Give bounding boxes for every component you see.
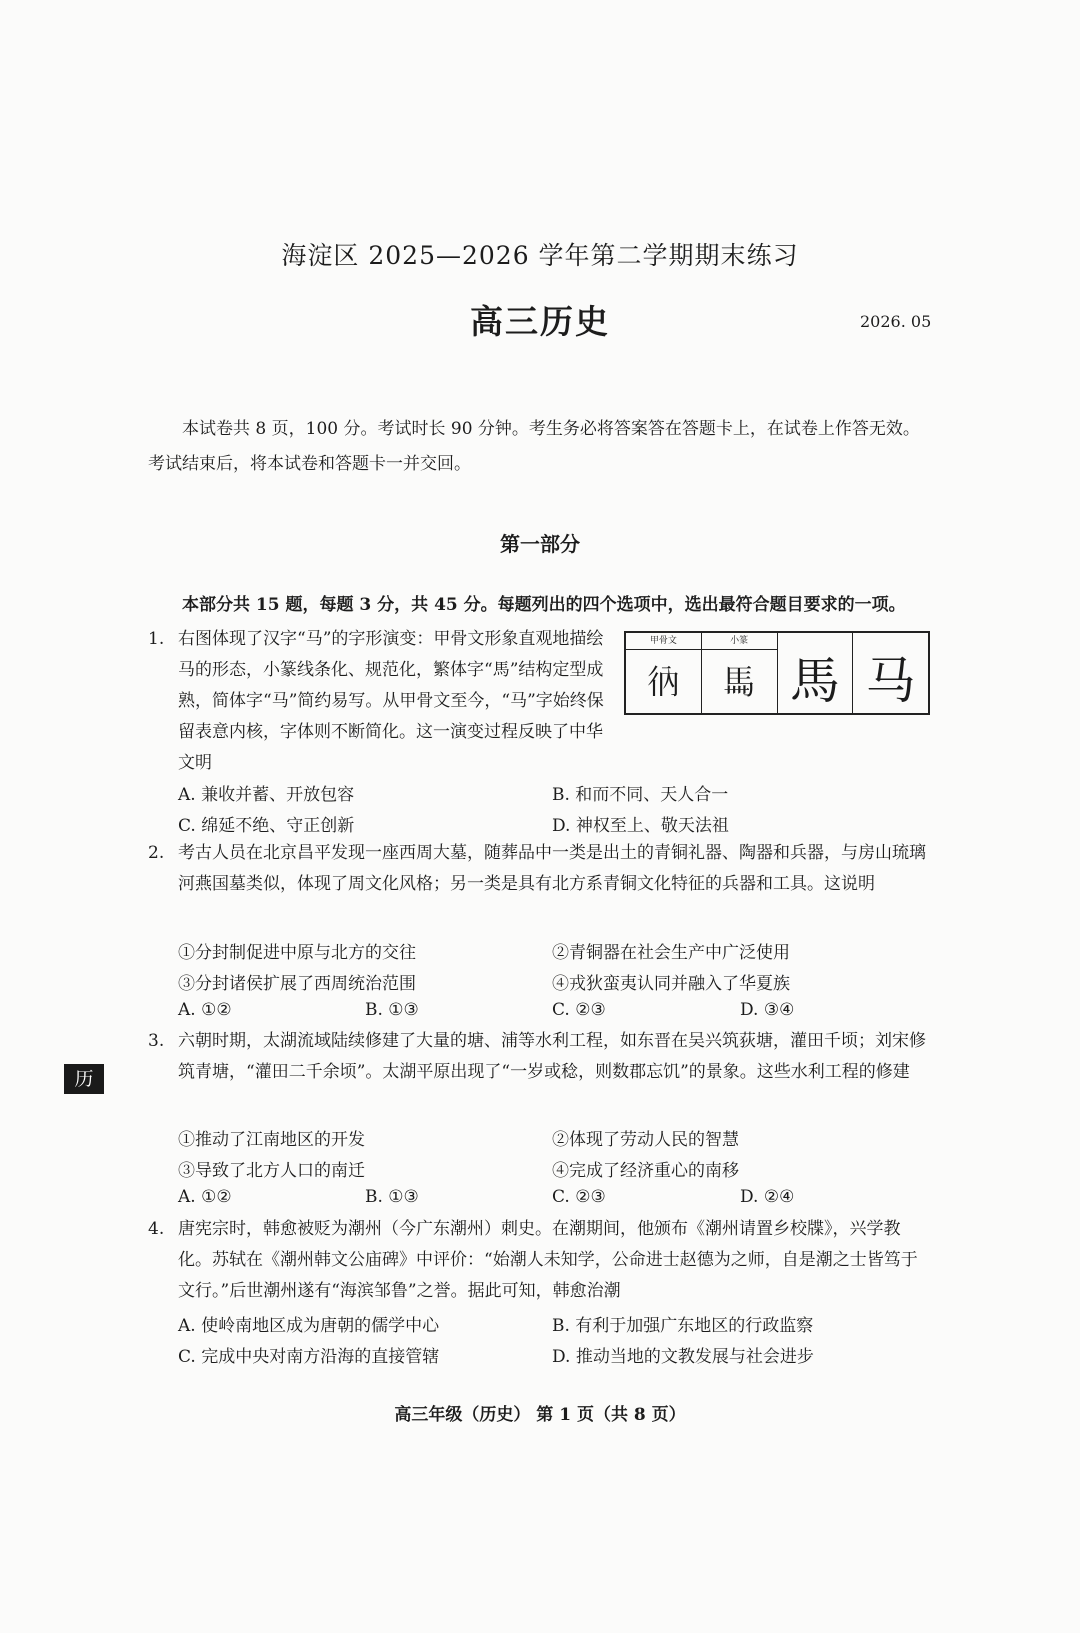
option-a: A. 兼收并蓄、开放包容	[178, 785, 355, 805]
statement-4: ④完成了经济重心的南移	[552, 1161, 739, 1181]
option-d: D. ②④	[740, 1187, 795, 1207]
subject-side-tag: 历	[64, 1064, 104, 1094]
traditional-glyph: 馬	[789, 652, 840, 710]
option-b: B. ①③	[365, 1000, 419, 1020]
statement-3: ③分封诸侯扩展了西周统治范围	[178, 974, 416, 994]
option-c: C. 完成中央对南方沿海的直接管辖	[178, 1347, 440, 1367]
statement-4: ④戎狄蛮夷认同并融入了华夏族	[552, 974, 790, 994]
question-number: 4.	[148, 1219, 165, 1239]
option-b: B. ①③	[365, 1187, 419, 1207]
subject-title: 高三历史	[470, 302, 610, 341]
statement-1: ①推动了江南地区的开发	[178, 1130, 365, 1150]
statement-1: ①分封制促进中原与北方的交往	[178, 943, 416, 963]
small-seal-cell	[702, 633, 778, 713]
exam-instructions: 本试卷共 8 页，100 分。考试时长 90 分钟。考生务必将答案答在答题卡上，在试卷上作答无效。考试结束后，将本试卷和答题卡一并交回。	[148, 419, 920, 474]
statement-3: ③导致了北方人口的南迁	[178, 1161, 365, 1181]
question-1	[148, 624, 610, 779]
question-number: 2.	[148, 843, 165, 863]
question-stem: 考古人员在北京昌平发现一座西周大墓，随葬品中一类是出土的青铜礼器、陶器和兵器，与房山琉璃河燕国墓类似，体现了周文化风格；另一类是具有北方系青铜文化特征的兵器和工具。这说明	[178, 843, 926, 894]
option-d: D. ③④	[740, 1000, 795, 1020]
option-b: B. 和而不同、天人合一	[552, 785, 729, 805]
question-4	[148, 1214, 930, 1307]
statement-2: ②青铜器在社会生产中广泛使用	[552, 943, 790, 963]
part-title: 第一部分	[500, 532, 580, 556]
option-a: A. ①②	[178, 1000, 232, 1020]
char-label: 小篆	[702, 633, 777, 650]
exam-date: 2026. 05	[860, 312, 932, 331]
oracle-bone-cell	[626, 633, 702, 713]
question-number: 1.	[148, 629, 165, 649]
question-stem: 六朝时期，太湖流域陆续修建了大量的塘、浦等水利工程，如东晋在吴兴筑荻塘，灌田千顷；刘宋修筑青塘，“灌田二千余顷”。太湖平原出现了“一岁或稔，则数郡忘饥”的景象。这些水利工程的修建	[178, 1031, 926, 1082]
traditional-cell	[778, 633, 854, 713]
statement-2: ②体现了劳动人民的智慧	[552, 1130, 739, 1150]
option-c: C. ②③	[552, 1187, 606, 1207]
exam-title: 海淀区 2025—2026 学年第二学期期末练习	[281, 241, 799, 270]
option-b: B. 有利于加强广东地区的行政监察	[552, 1316, 814, 1336]
option-d: D. 推动当地的文教发展与社会进步	[552, 1347, 814, 1367]
oracle-bone-glyph: 𢓇	[646, 662, 681, 703]
part-intro: 本部分共 15 题，每题 3 分，共 45 分。每题列出的四个选项中，选出最符合题目要求的一项。	[182, 595, 906, 615]
char-label: 甲骨文	[626, 633, 701, 650]
character-evolution-figure	[624, 631, 930, 715]
option-a: A. 使岭南地区成为唐朝的儒学中心	[178, 1316, 440, 1336]
question-stem: 右图体现了汉字“马”的字形演变：甲骨文形象直观地描绘马的形态，小篆线条化、规范化，繁体字“馬”结构定型成熟，简体字“马”简约易写。从甲骨文至今，“马”字始终保留表意内核，字体则不断简化。这一演变过程反映了中华文明	[178, 629, 604, 773]
small-seal-glyph: 𩡧	[722, 662, 757, 703]
question-stem: 唐宪宗时，韩愈被贬为潮州（今广东潮州）刺史。在潮期间，他颁布《潮州请置乡校牒》，兴学教化。苏轼在《潮州韩文公庙碑》中评价：“始潮人未知学，公命进士赵德为之师，自是潮之士皆笃于文行。”后世潮州遂有“海滨邹鲁”之誉。据此可知，韩愈治潮	[178, 1219, 918, 1301]
question-3	[148, 1026, 930, 1088]
simplified-glyph: 马	[865, 652, 916, 710]
question-2	[148, 838, 930, 900]
option-d: D. 神权至上、敬天法祖	[552, 816, 729, 836]
simplified-cell	[853, 633, 928, 713]
page-footer: 高三年级（历史） 第 1 页（共 8 页）	[394, 1405, 686, 1425]
option-c: C. ②③	[552, 1000, 606, 1020]
option-c: C. 绵延不绝、守正创新	[178, 816, 355, 836]
question-number: 3.	[148, 1031, 165, 1051]
option-a: A. ①②	[178, 1187, 232, 1207]
